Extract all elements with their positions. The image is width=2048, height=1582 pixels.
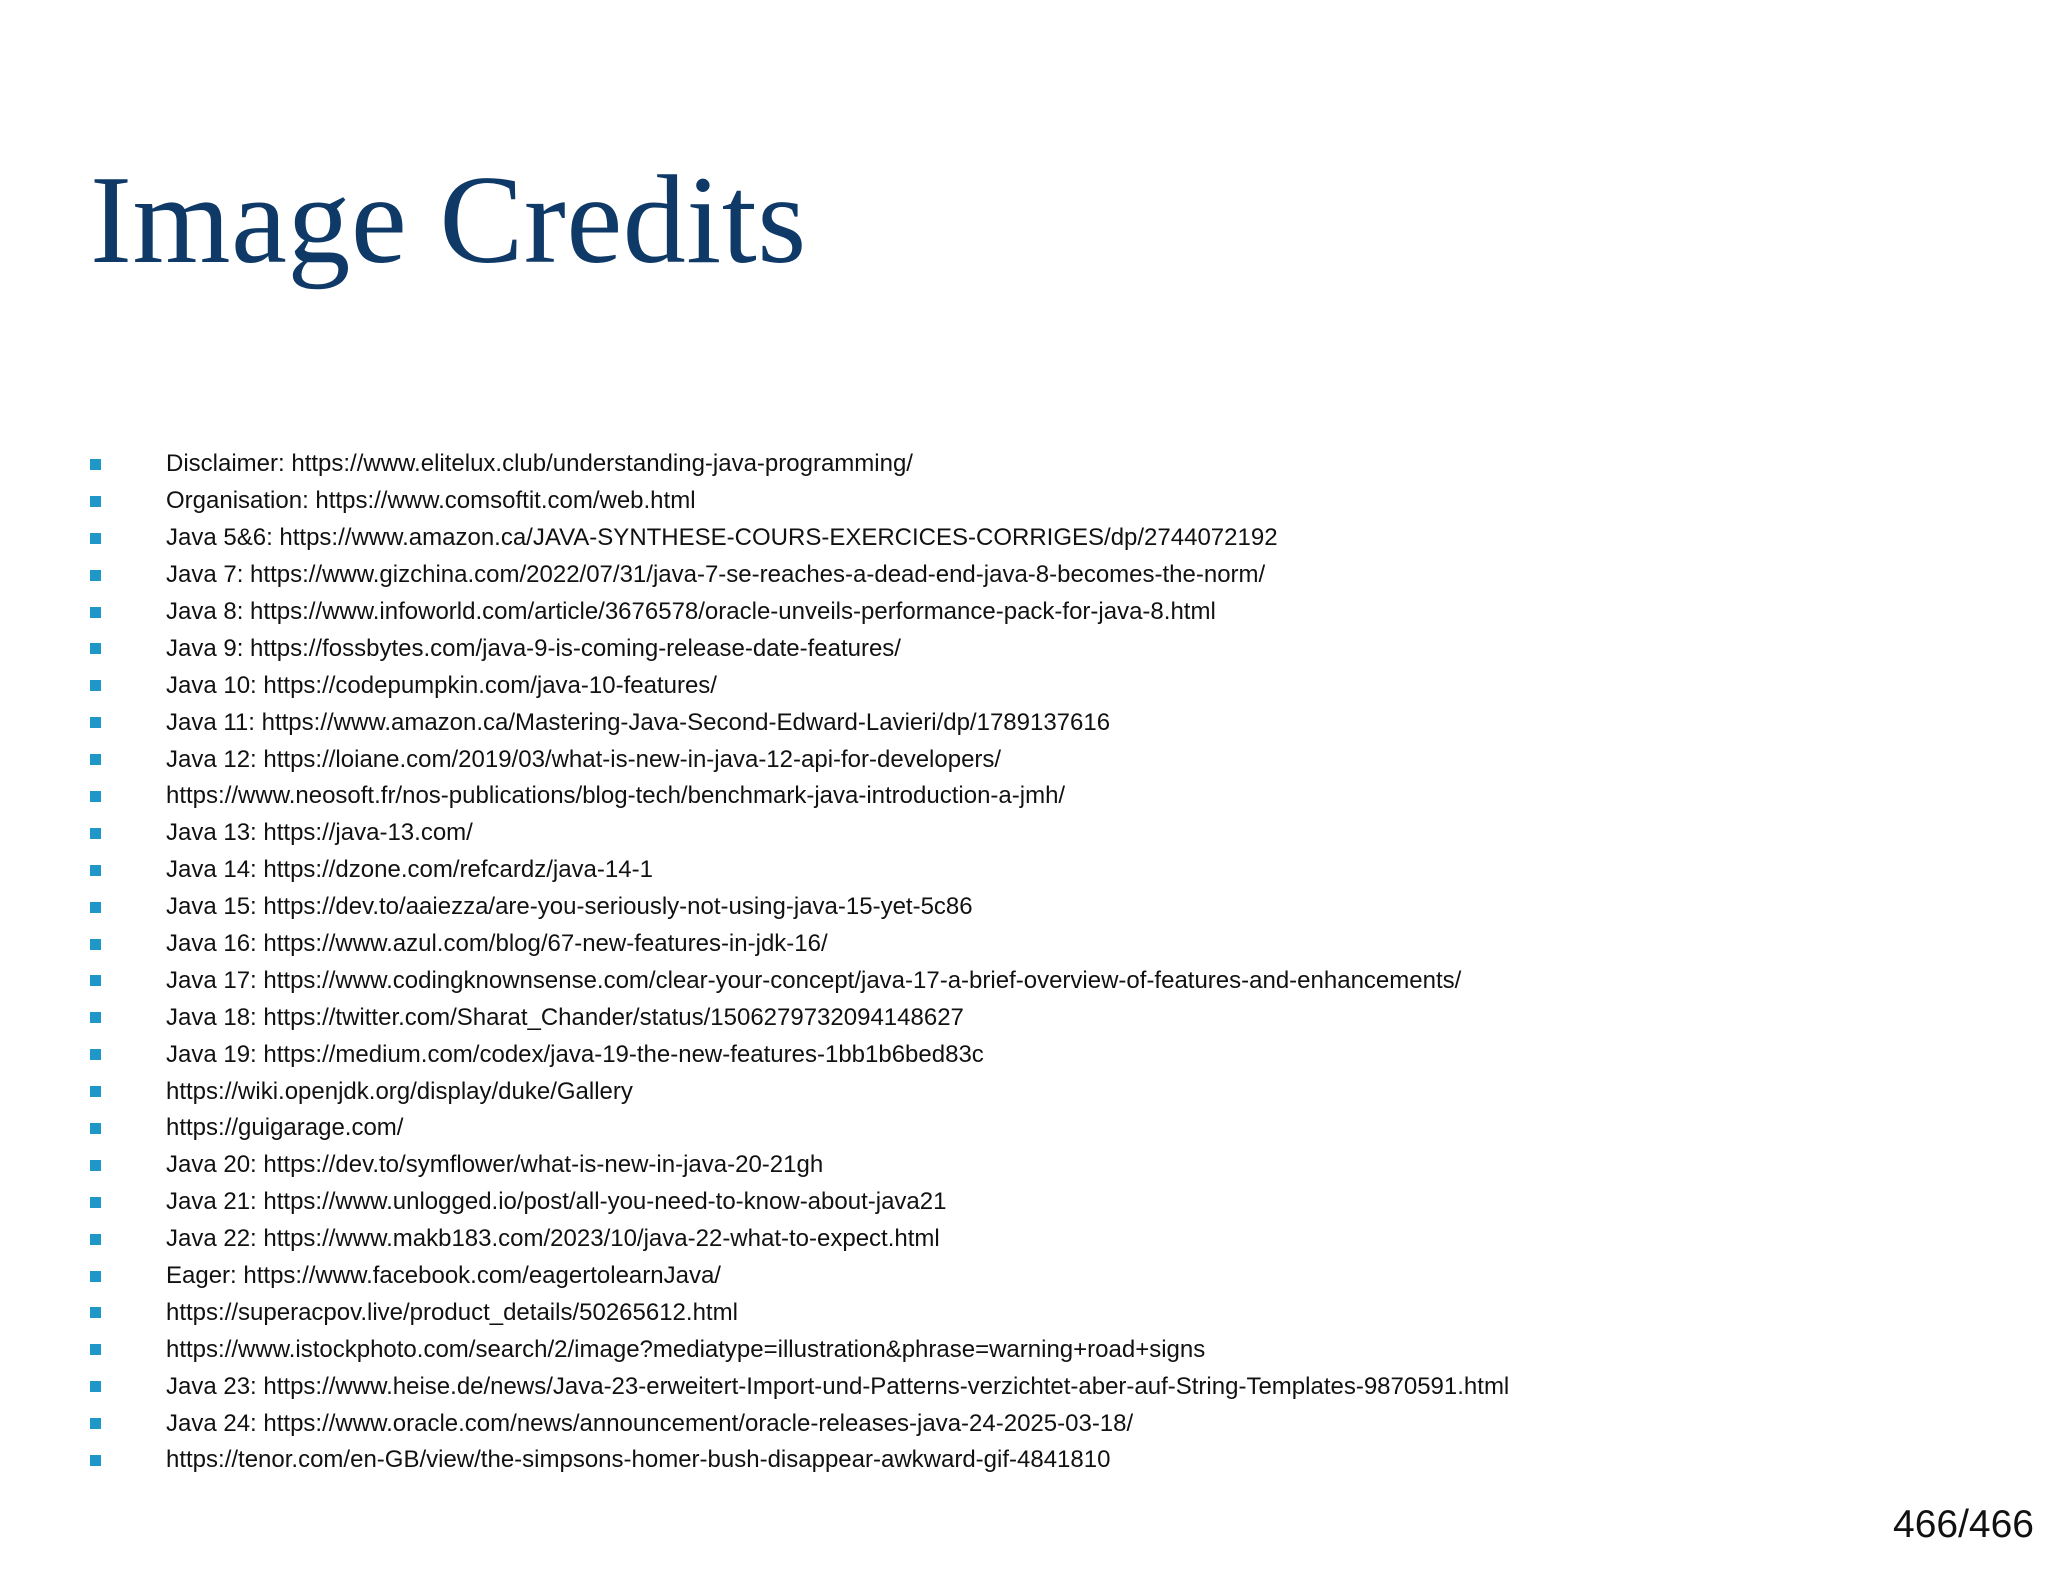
credit-item-java-11 (90, 704, 1970, 741)
square-bullet-icon (90, 607, 101, 618)
credit-item-openjdk-gallery (90, 1073, 1970, 1110)
square-bullet-icon (90, 570, 101, 581)
square-bullet-icon (90, 975, 101, 986)
credit-item-tenor (90, 1442, 1970, 1479)
credit-text: Java 14: https://dzone.com/refcardz/java-14-1 (166, 856, 653, 884)
credit-text: Java 24: https://www.oracle.com/news/announcement/oracle-releases-java-24-2025-03-18/ (166, 1409, 1134, 1437)
credit-text: Java 15: https://dev.to/aaiezza/are-you-seriously-not-using-java-15-yet-5c86 (166, 893, 973, 921)
credit-text: Java 5&6: https://www.amazon.ca/JAVA-SYNTHESE-COURS-EXERCICES-CORRIGES/dp/2744072192 (166, 524, 1278, 552)
credit-text: Java 8: https://www.infoworld.com/article/3676578/oracle-unveils-performance-pack-for-java-8.html (166, 598, 1216, 625)
credit-item-disclaimer (90, 446, 1970, 483)
credit-text: https://guigarage.com/ (166, 1114, 404, 1142)
square-bullet-icon (90, 496, 101, 507)
credit-text: https://www.istockphoto.com/search/2/image?mediatype=illustration&phrase=warning+road+signs (166, 1335, 1206, 1363)
square-bullet-icon (90, 1086, 101, 1097)
square-bullet-icon (90, 1160, 101, 1171)
square-bullet-icon (90, 865, 101, 876)
credit-text: Java 10: https://codepumpkin.com/java-10-features/ (166, 671, 717, 699)
credit-item-java-12 (90, 741, 1970, 778)
credit-text: Java 19: https://medium.com/codex/java-19-the-new-features-1bb1b6bed83c (166, 1040, 984, 1068)
square-bullet-icon (90, 1381, 101, 1392)
square-bullet-icon (90, 902, 101, 913)
square-bullet-icon (90, 717, 101, 728)
credit-text: https://tenor.com/en-GB/view/the-simpsons-homer-bush-disappear-awkward-gif-4841810 (166, 1446, 1111, 1474)
credit-item-java-16 (90, 926, 1970, 963)
credit-text: Eager: https://www.facebook.com/eagertolearnJava/ (166, 1262, 721, 1290)
credit-item-istockphoto (90, 1331, 1970, 1368)
credit-item-java-13 (90, 815, 1970, 852)
credit-item-java-17 (90, 962, 1970, 999)
credit-item-java-10 (90, 667, 1970, 704)
square-bullet-icon (90, 459, 101, 470)
square-bullet-icon (90, 828, 101, 839)
credit-text: Disclaimer: https://www.elitelux.club/understanding-java-programming/ (166, 450, 913, 478)
credit-text: Java 13: https://java-13.com/ (166, 819, 473, 847)
credit-text: Java 9: https://fossbytes.com/java-9-is-coming-release-date-features/ (166, 634, 901, 662)
square-bullet-icon (90, 1012, 101, 1023)
credit-text: Organisation: https://www.comsoftit.com/web.html (166, 487, 696, 515)
credit-item-java-24 (90, 1405, 1970, 1442)
credit-item-java-5-6 (90, 520, 1970, 557)
credit-item-java-21 (90, 1184, 1970, 1221)
square-bullet-icon (90, 791, 101, 802)
square-bullet-icon (90, 1418, 101, 1429)
credit-text: Java 12: https://loiane.com/2019/03/what-is-new-in-java-12-api-for-developers/ (166, 745, 1002, 773)
square-bullet-icon (90, 680, 101, 691)
credit-text: Java 22: https://www.makb183.com/2023/10/java-22-what-to-expect.html (166, 1225, 940, 1253)
credit-text: Java 7: https://www.gizchina.com/2022/07/31/java-7-se-reaches-a-dead-end-java-8-becomes-the-norm/ (166, 561, 1266, 589)
credit-text: Java 21: https://www.unlogged.io/post/all-you-need-to-know-about-java21 (166, 1188, 947, 1216)
credits-list (90, 446, 1970, 1479)
credit-text: https://wiki.openjdk.org/display/duke/Gallery (166, 1077, 633, 1105)
credit-item-java-7 (90, 557, 1970, 594)
page-number: 466/466 (1893, 1503, 2034, 1546)
credit-text: Java 20: https://dev.to/symflower/what-is-new-in-java-20-21gh (166, 1151, 824, 1179)
credit-text: Java 18: https://twitter.com/Sharat_Chander/status/1506279732094148627 (166, 1003, 964, 1031)
square-bullet-icon (90, 1307, 101, 1318)
credit-text: https://www.neosoft.fr/nos-publications/blog-tech/benchmark-java-introduction-a-jmh/ (166, 782, 1066, 810)
credit-text: Java 11: https://www.amazon.ca/Mastering-Java-Second-Edward-Lavieri/dp/1789137616 (166, 708, 1111, 736)
square-bullet-icon (90, 1271, 101, 1282)
credit-item-java-23 (90, 1368, 1970, 1405)
square-bullet-icon (90, 939, 101, 950)
credit-item-java-14 (90, 852, 1970, 889)
square-bullet-icon (90, 1197, 101, 1208)
credit-item-java-9 (90, 630, 1970, 667)
credit-item-java-19 (90, 1036, 1970, 1073)
square-bullet-icon (90, 754, 101, 765)
square-bullet-icon (90, 1123, 101, 1134)
credit-item-eager (90, 1258, 1970, 1295)
square-bullet-icon (90, 533, 101, 544)
square-bullet-icon (90, 643, 101, 654)
page-title: Image Credits (90, 151, 807, 290)
credit-item-java-22 (90, 1221, 1970, 1258)
credit-item-java-20 (90, 1147, 1970, 1184)
credit-text: https://superacpov.live/product_details/50265612.html (166, 1298, 738, 1326)
credit-item-java-15 (90, 889, 1970, 926)
credit-item-neosoft (90, 778, 1970, 815)
square-bullet-icon (90, 1234, 101, 1245)
credit-text: Java 17: https://www.codingknownsense.com/clear-your-concept/java-17-a-brief-overview-of-features-and-enhancements/ (166, 966, 1462, 994)
square-bullet-icon (90, 1049, 101, 1060)
credit-text: Java 16: https://www.azul.com/blog/67-new-features-in-jdk-16/ (166, 930, 828, 958)
credit-item-java-8 (90, 594, 1970, 631)
credit-item-organisation (90, 483, 1970, 520)
credit-item-java-18 (90, 999, 1970, 1036)
credit-item-superacpov (90, 1294, 1970, 1331)
square-bullet-icon (90, 1344, 101, 1355)
square-bullet-icon (90, 1455, 101, 1466)
credit-text: Java 23: https://www.heise.de/news/Java-23-erweitert-Import-und-Patterns-verzichtet-aber-auf-String-Templates-9870591.html (166, 1372, 1510, 1400)
credit-item-guigarage (90, 1110, 1970, 1147)
